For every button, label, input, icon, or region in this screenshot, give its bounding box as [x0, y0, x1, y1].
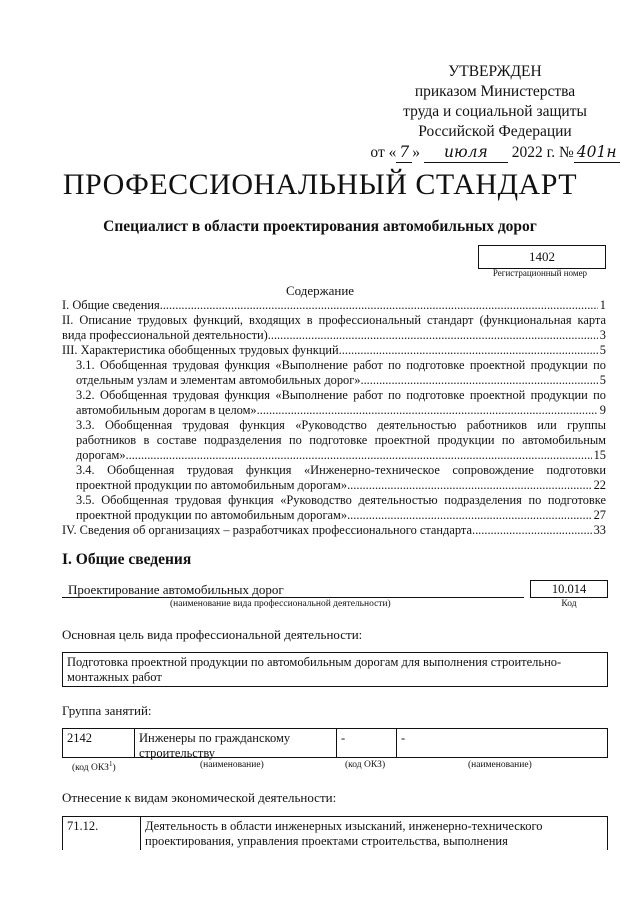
- activity-underline: [62, 597, 524, 598]
- approval-line-1: УТВЕРЖДЕН: [448, 63, 542, 80]
- okz-code2-caption: (код ОКЗ): [345, 760, 386, 770]
- date-prefix: от «: [370, 144, 397, 161]
- activity-caption: (наименование вида профессиональной деятельности): [170, 599, 391, 609]
- econ-code-cell: 71.12.: [63, 817, 141, 850]
- handwritten-number: 401н: [574, 142, 620, 163]
- toc-entry[interactable]: 3.2. Обобщенная трудовая функция «Выполнение работ по подготовке проектной продукции по автомобильным дорогам в целом» ..... 9: [62, 388, 606, 418]
- toc-entry[interactable]: 3.3. Обобщенная трудовая функция «Руководство деятельностью работников или группы работников в составе подразделения по подготовке проектной продукции по автомобильным дорогам» ..... 15: [62, 418, 606, 463]
- toc-entry[interactable]: 3.1. Обобщенная трудовая функция «Выполнение работ по подготовке проектной продукции по отдельным узлам и элементам автомобильных дорог» ..... 5: [62, 358, 606, 388]
- table-of-contents: [62, 298, 606, 538]
- goal-box: [62, 652, 608, 687]
- handwritten-month: июля: [424, 142, 508, 163]
- code-caption: Код: [561, 599, 577, 609]
- approval-block: [360, 62, 630, 163]
- econ-activity-table: [62, 816, 608, 850]
- handwritten-day: 7: [396, 142, 412, 163]
- group-label: Группа занятий:: [62, 703, 152, 718]
- occupation-name-caption: (наименование): [200, 760, 264, 770]
- toc-entry[interactable]: IV. Сведения об организациях – разработчиках профессионального стандарта ..... 33: [62, 523, 606, 538]
- group-code-cell: 2142: [63, 729, 135, 757]
- registration-number-box: 1402: [478, 245, 606, 269]
- date-mid: »: [412, 144, 420, 161]
- toc-entry[interactable]: I. Общие сведения ..... 1: [62, 298, 606, 313]
- econ-text-cell: Деятельность в области инженерных изысканий, инженерно-технического проектирования, управления проектами строительства, выполнения: [145, 819, 543, 848]
- toc-heading: Содержание: [285, 283, 355, 298]
- group-name-cell: Инженеры по гражданскому строительству: [135, 729, 337, 757]
- toc-entry[interactable]: 3.5. Обобщенная трудовая функция «Руководство деятельностью подразделения по подготовке проектной продукции по автомобильным дорогам» ..... 27: [62, 493, 606, 523]
- goal-text-line-1: Подготовка проектной продукции по автомобильным дорогам для выполнения строительно-: [67, 655, 562, 669]
- activity-name: Проектирование автомобильных дорог: [68, 582, 284, 597]
- approval-line-4: Российской Федерации: [418, 123, 572, 140]
- section-heading: I. Общие сведения: [62, 551, 192, 568]
- activity-code-box: 10.014: [530, 580, 608, 598]
- goal-text-line-2: монтажных работ: [67, 670, 162, 684]
- date-year: 2022 г. №: [511, 144, 574, 161]
- document-subtitle: Специалист в области проектирования автомобильных дорог: [103, 218, 537, 235]
- toc-entry[interactable]: III. Характеристика обобщенных трудовых функций ..... 5: [62, 343, 606, 358]
- group-code2-cell: -: [337, 729, 397, 757]
- registration-number-label: Регистрационный номер: [492, 268, 588, 278]
- okz-code-caption: (код ОКЗ$^1$): [72, 760, 116, 774]
- approval-line-2: приказом Министерства: [414, 83, 576, 100]
- toc-entry[interactable]: II. Описание трудовых функций, входящих в профессиональный стандарт (функциональная карта вида профессиональной деятельности) ..... 3: [62, 313, 606, 343]
- group-name2-cell: -: [401, 731, 406, 745]
- occupation-group-table: [62, 728, 608, 758]
- occupation-name2-caption: (наименование): [468, 760, 532, 770]
- toc-entry[interactable]: 3.4. Обобщенная трудовая функция «Инженерно-техническое сопровождение подготовки проектной продукции по автомобильным дорогам» ..... 22: [62, 463, 606, 493]
- econ-label: Отнесение к видам экономической деятельности:: [62, 790, 337, 805]
- approval-date-line: [360, 142, 630, 163]
- document-title: ПРОФЕССИОНАЛЬНЫЙ СТАНДАРТ: [62, 168, 578, 201]
- goal-label: Основная цель вида профессиональной деятельности:: [62, 627, 363, 642]
- approval-line-3: труда и социальной защиты: [403, 103, 587, 120]
